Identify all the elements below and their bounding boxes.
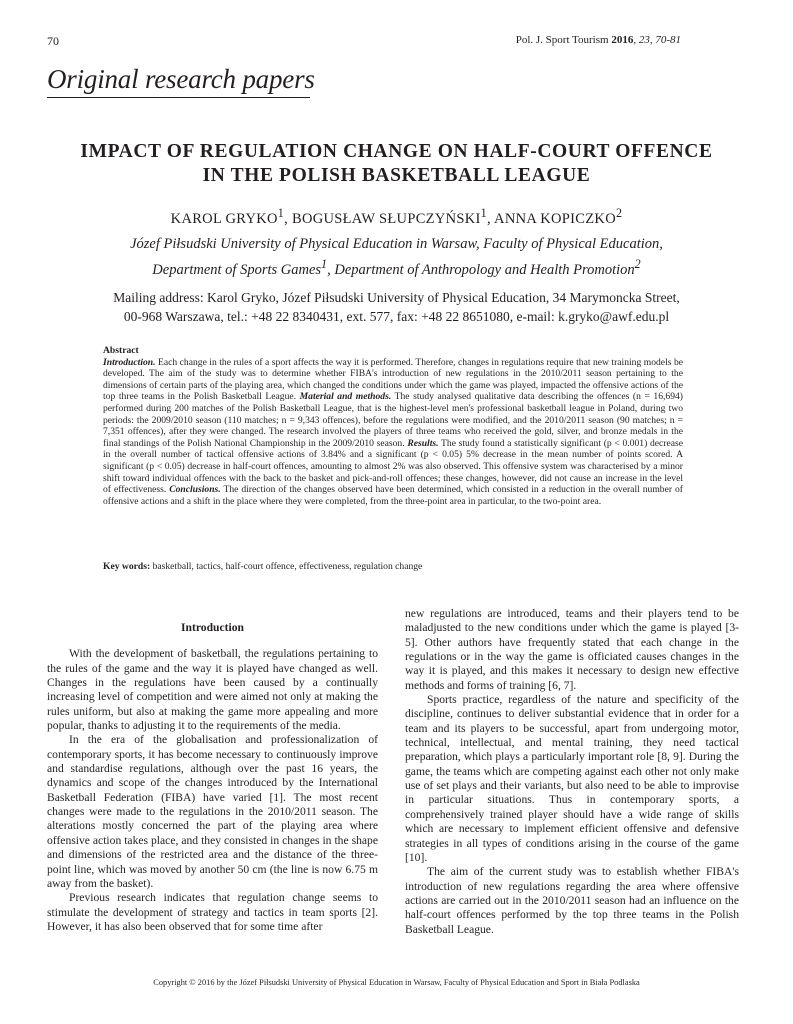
page-number: 70	[47, 34, 59, 48]
author-name: ANNA KOPICZKO	[494, 210, 616, 227]
introduction-heading: Introduction	[181, 621, 244, 634]
abstract-text	[103, 357, 683, 508]
author-affiliation-mark: 1	[277, 206, 285, 220]
abstract-conclusions-label: Conclusions.	[169, 484, 221, 496]
section-heading: Original research papers	[47, 64, 315, 94]
abstract-heading: Abstract	[103, 345, 139, 356]
body-right-column	[405, 607, 739, 937]
abstract-introduction-text: Each change in the rules of a sport affects the way it is performed. Therefore, changes in regulations require that new training models be developed. The aim of the study was to determine whether FIBA's introduction of new regulations in the 2010/2011 season pertaining to the dimensions of certain parts of the playing area, which changed the conditions under which the game was played, impacted the offensive actions of the top three teams in the Polish Basketball League.	[103, 356, 683, 403]
abstract-results-label: Results.	[407, 437, 439, 449]
body-paragraph: With the development of basketball, the regulations pertaining to the rules of the game and the way it is played have changed as well. Changes in the regulations have been caused by a continually increasing level of competition and were aimed not only at making the rules uniform, but also at making the game more appealing and more popular, thanks to adjusting it to the requirements of the media.	[47, 647, 378, 733]
abstract-methods-label: Material and methods.	[299, 391, 392, 403]
affiliation	[40, 234, 753, 280]
journal-volume-pages: 23, 70-81	[638, 34, 681, 46]
journal-reference	[516, 34, 681, 46]
article-title	[40, 140, 753, 188]
body-left-column	[47, 621, 378, 934]
keywords-label: Key words:	[103, 561, 151, 572]
body-paragraph: In the era of the globalisation and professionalization of contemporary sports, it has become necessary to continuously improve and standardise regulations, although over the past 16 years, the dynamics and scope of the changes introduced by the International Basketball Federation (FIBA) have varied [1]. The most recent changes were made to the regulations in the 2010/2011 season. The alterations mostly concerned the part of the playing area where offensive action takes place, and they consisted in changes in the shape and dimensions of the restricted area and the distance of the three-point line, which was moved by another 50 cm (the line is now 6.75 m away from the basket).	[47, 733, 378, 890]
abstract-results-text: The study found a statistically significant (p < 0.001) decrease in the overall number of tactical offensive actions of 3.84% and a significant (p < 0.05) 5% decrease in the mean number of points scored. A significant (p < 0.05) decrease in half-court offences, amounting to almost 2% was also observed. This offensive system was characterised by a minor shift toward individual offences with the back to the basket and pick-and-roll offences; these changes, however, did not cause an increase in the level of effectiveness.	[103, 437, 683, 496]
keywords	[103, 561, 683, 573]
author-affiliation-mark: 2	[615, 206, 623, 220]
mailing-address-line-2: 00-968 Warszawa, tel.: +48 22 8340431, ext. 577, fax: +48 22 8651080, e-mail: k.gryko@awf.edu.pl	[123, 309, 670, 324]
abstract-introduction-label: Introduction.	[103, 356, 156, 368]
abstract	[103, 345, 683, 507]
author-list: KAROL GRYKO$^1$, BOGUSŁAW SŁUPCZYŃSKI$^1$, ANNA KOPICZKO$^2$	[170, 206, 623, 227]
mailing-address-line-1: Mailing address: Karol Gryko, Józef Piłsudski University of Physical Education, 34 Marymoncka Street,	[113, 290, 680, 305]
affiliation-line-1: Józef Piłsudski University of Physical Education in Warsaw, Faculty of Physical Education,	[130, 236, 663, 252]
abstract-methods-text: The study analysed qualitative data describing the offences (n = 16,694) performed during 200 matches of the Polish Basketball League, that is the highest-level men's professional basketball league in Poland, during two periods: the 2009/2010 season (110 matches; n = 9,343 offences), before the regulations were modified, and the 2010/2011 season (90 matches; n = 7,351 offences), after they were changed. The research involved the players of three teams who received the gold, silver, and bronze medals in the final standings of the Polish National Championship in the 2009/2010 season.	[103, 391, 683, 449]
section-heading-rule	[47, 97, 310, 98]
article-title-line-1: IMPACT OF REGULATION CHANGE ON HALF-COURT OFFENCE	[80, 141, 713, 162]
journal-year: 2016	[611, 34, 634, 46]
abstract-conclusions-text: The direction of the changes observed have been determined, which consisted in a reduction in the overall number of offensive actions and a shift in the place where they were completed, from the three-point area in particular, to the two-point area.	[103, 484, 683, 507]
journal-separator: ,	[633, 34, 639, 46]
author-name: KAROL GRYKO	[170, 210, 278, 227]
journal-name: Pol. J. Sport Tourism	[515, 34, 609, 46]
article-title-line-2: IN THE POLISH BASKETBALL LEAGUE	[202, 165, 591, 186]
body-paragraph: The aim of the current study was to establish whether FIBA's introduction of new regulations regarding the area where offensive actions are carried out in the 2010/2011 season had an influence on the half-court offences performed by the top three teams in the Polish Basketball League.	[405, 865, 739, 936]
body-paragraph: new regulations are introduced, teams and their players tend to be maladjusted to the new conditions under which the game is played [3-5]. Other authors have frequently stated that each change in the regulations or in the way the game is officiated causes changes in the way it is played, and this makes it necessary to design new effective methods and forms of training [6, 7].	[405, 607, 739, 692]
author-name: BOGUSŁAW SŁUPCZYŃSKI	[291, 210, 481, 227]
copyright-footer: Copyright © 2016 by the Józef Piłsudski University of Physical Education in Warsaw, Faculty of Physical Education and Sport in Biała Podlaska	[153, 978, 640, 987]
body-paragraph: Sports practice, regardless of the nature and specificity of the discipline, continues to deliver substantial evidence that in order for a team and its players to be successful, apart from undergoing motor, technical, intellectual, and mental training, they need tactical preparation, which plays a particularly important role [8, 9]. During the game, the teams which are competing against each other not only make use of set plays and their variants, but also need to be able to improvise in particular situations. Thus in contemporary sports, a comprehensively trained player should have a wide range of skills which are necessary to implement efficient offensive and defensive strategies in all types of conditions arising in the course of the game [10].	[405, 693, 739, 864]
affiliation-line-2: Department of Sports Games$^1$, Department of Anthropology and Health Promotion$^2$	[152, 257, 641, 278]
mailing-address	[40, 288, 753, 326]
body-paragraph: Previous research indicates that regulation change seems to stimulate the development of strategy and tactics in team sports [2]. However, it has also been observed that for some time after	[47, 891, 378, 933]
keywords-text: basketball, tactics, half-court offence, effectiveness, regulation change	[150, 561, 423, 572]
author-affiliation-mark: 1	[480, 206, 487, 220]
